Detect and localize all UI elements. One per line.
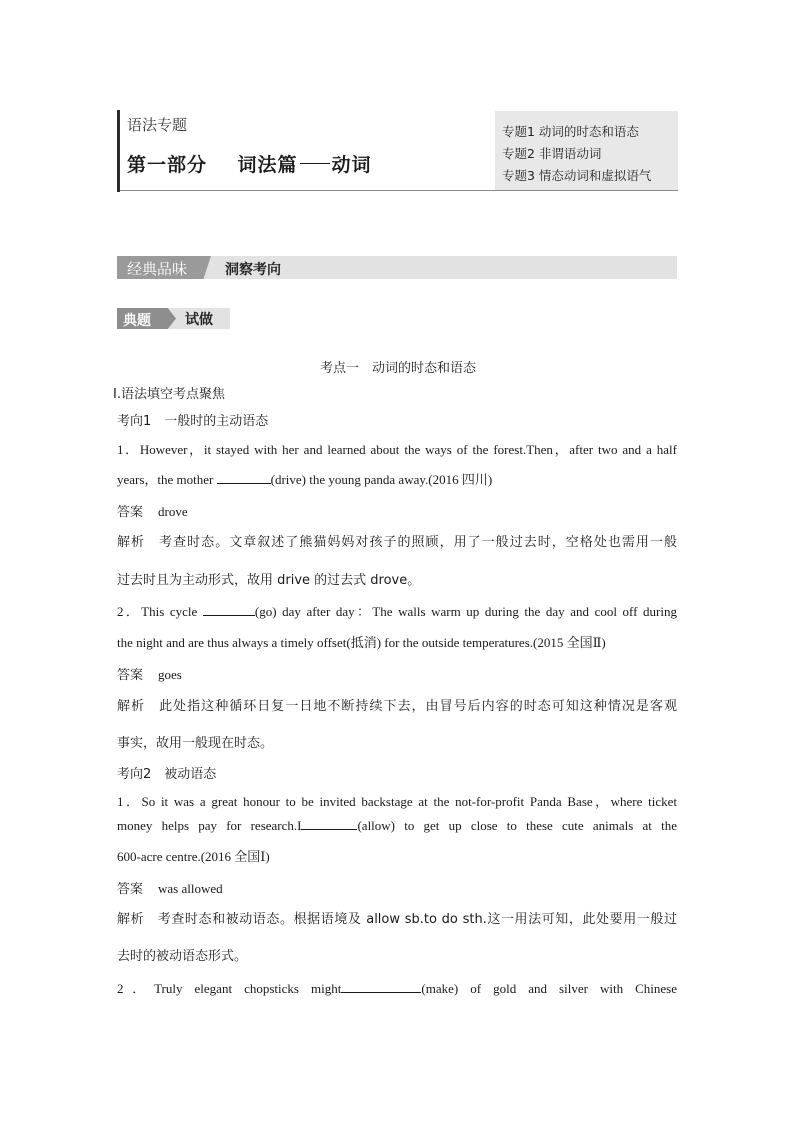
question-line: 1．So it was a great honour to be invited backstage at the not-for-profit Panda Base，where ticket	[117, 794, 677, 809]
direction-title: 考向1 一般时的主动语态	[117, 414, 269, 429]
answer-label: 答案	[117, 505, 144, 520]
question-line	[117, 469, 492, 488]
title-sub: 动词	[331, 154, 372, 176]
answer-row	[117, 501, 188, 520]
question-line: 600-acre centre.(2016 全国Ⅰ)	[117, 849, 270, 864]
answer-blank	[217, 471, 271, 484]
answer-row	[117, 664, 182, 683]
question-text: 2．Truly elegant chopsticks might	[117, 981, 342, 996]
explanation-line: 去时的被动语态形式。	[117, 949, 248, 964]
question-line	[117, 601, 677, 620]
question-text: (drive) the young panda away.(2016 四川)	[270, 472, 493, 487]
header-label: 语法专题	[127, 116, 188, 134]
question-text: (allow) to get up close to these cute animals at the	[357, 818, 677, 833]
tag-dark-label: 典题	[123, 313, 151, 329]
question-text: (go) day after day：The walls warm up during the day and cool off during	[254, 604, 677, 619]
section-dark-label: 经典品味	[127, 260, 188, 278]
section-light-label: 洞察考向	[225, 262, 281, 278]
title-dash	[300, 163, 330, 164]
question-text: money helps pay for research.I	[117, 818, 302, 833]
header-divider	[120, 190, 678, 191]
question-line	[117, 817, 677, 834]
answer-blank	[341, 980, 421, 993]
page-title	[127, 150, 372, 177]
answer-blank	[203, 603, 255, 616]
explanation-line: 事实，故用一般现在时态。	[117, 736, 274, 751]
answer-value: goes	[158, 667, 182, 682]
tag-light-label: 试做	[185, 312, 213, 328]
answer-blank	[301, 817, 357, 830]
topic-item: 专题2 非谓语动词	[502, 146, 602, 161]
explanation-line	[117, 908, 677, 927]
explanation-line	[117, 531, 677, 550]
explanation-text: 此处指这种循环日复一日地不断持续下去，由冒号后内容的时态可知这种情况是客观	[159, 699, 677, 714]
explanation-text: 考查时态和被动语态。根据语境及 allow sb.to do sth.这一用法可知，此处要用一般过	[157, 912, 677, 927]
question-text: 2．This cycle	[117, 604, 203, 619]
explanation-label: 解析	[117, 699, 146, 714]
explanation-label: 解析	[117, 535, 146, 550]
part-title: Ⅰ.语法填空考点聚焦	[113, 387, 225, 402]
answer-row	[117, 878, 223, 897]
explanation-text: 考查时态。文章叙述了熊猫妈妈对孩子的照顾，用了一般过去时，空格处也需用一般	[159, 535, 677, 550]
topic-item: 专题1 动词的时态和语态	[502, 124, 639, 139]
title-main: 词法篇	[237, 154, 298, 176]
point-title: 考点一 动词的时态和语态	[320, 361, 477, 376]
explanation-line: 过去时且为主动形式，故用 drive 的过去式 drove。	[117, 573, 421, 588]
explanation-line	[117, 695, 677, 714]
answer-label: 答案	[117, 668, 144, 683]
answer-value: drove	[158, 504, 188, 519]
answer-value: was allowed	[158, 881, 223, 896]
question-text: years，the mother	[117, 472, 217, 487]
title-part: 第一部分	[127, 154, 208, 176]
question-text: (make) of gold and silver with Chinese	[421, 981, 677, 996]
direction-title: 考向2 被动语态	[117, 767, 217, 782]
question-line: 1．However，it stayed with her and learned about the ways of the forest.Then，after two and a half	[117, 442, 678, 457]
answer-label: 答案	[117, 882, 144, 897]
topic-item: 专题3 情态动词和虚拟语气	[502, 168, 652, 183]
explanation-label: 解析	[117, 912, 145, 927]
question-line: the night and are thus always a timely offset(抵消) for the outside temperatures.(2015 全国Ⅱ)	[117, 635, 606, 650]
header-accent-bar	[117, 110, 120, 192]
question-line	[117, 978, 677, 997]
